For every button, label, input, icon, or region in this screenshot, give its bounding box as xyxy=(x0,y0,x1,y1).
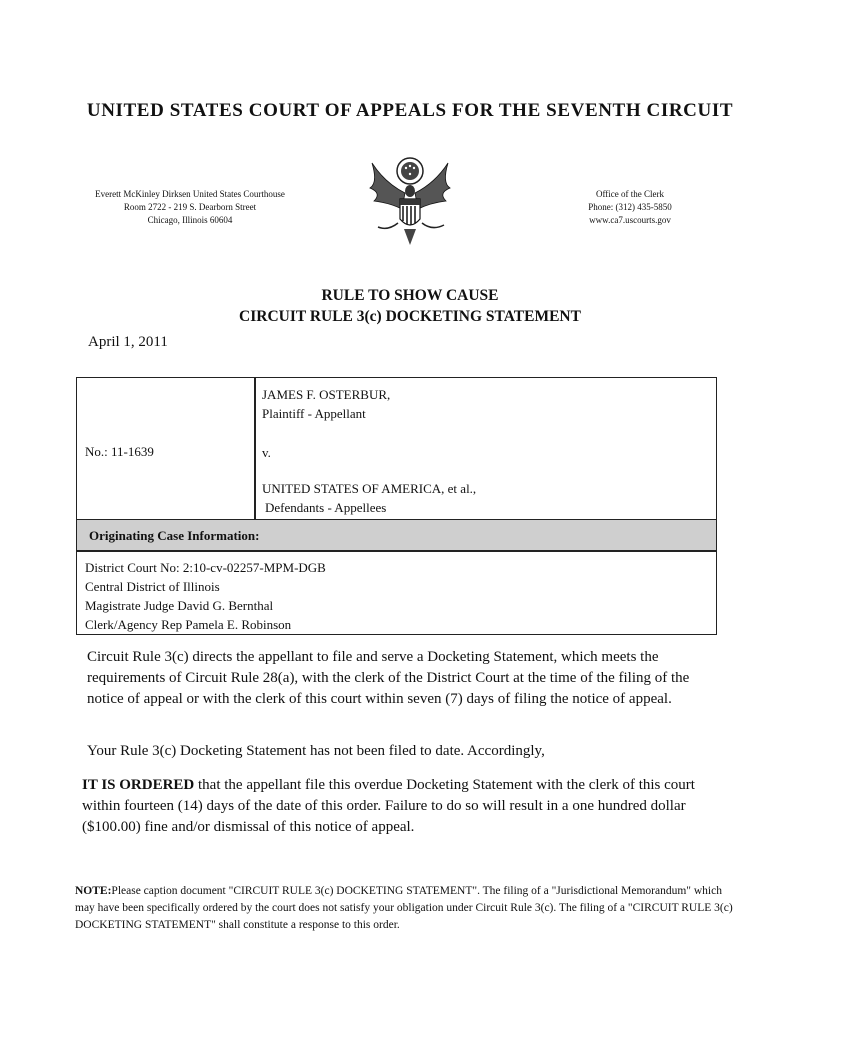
table-divider xyxy=(77,550,716,552)
defendant-role: Defendants - Appellees xyxy=(265,500,387,515)
case-number: No.: 11-1639 xyxy=(85,444,154,459)
contact-line: Office of the Clerk xyxy=(595,189,665,199)
note xyxy=(75,883,735,934)
versus: v. xyxy=(262,445,271,460)
contact-line: www.ca7.uscourts.gov xyxy=(589,215,671,225)
defendant-name: UNITED STATES OF AMERICA, et al., xyxy=(262,481,477,496)
order-date: April 1, 2011 xyxy=(88,334,168,350)
title-line-2: CIRCUIT RULE 3(c) DOCKETING STATEMENT xyxy=(239,308,581,325)
document-title xyxy=(160,285,660,327)
order-paragraph xyxy=(82,775,722,838)
plaintiff-name: JAMES F. OSTERBUR, xyxy=(262,387,391,402)
address-line: Everett McKinley Dirksen United States Courthouse xyxy=(95,189,285,199)
clerk-contact xyxy=(565,188,695,227)
court-seal-eagle-icon xyxy=(360,153,460,253)
address-line: Chicago, Illinois 60604 xyxy=(147,215,233,225)
courthouse-address xyxy=(70,188,310,227)
contact-line: Phone: (312) 435-5850 xyxy=(588,202,672,212)
rule-paragraph: Circuit Rule 3(c) directs the appellant to file and serve a Docketing Statement, which meets the requirements of Circuit Rule 28(a), with the clerk of the District Court at the time of the filing of the notice of appeal or with the clerk of this court within seven (7) days of filing the notice of appeal. xyxy=(87,649,690,707)
note-label: NOTE: xyxy=(75,885,112,897)
magistrate-judge: Magistrate Judge David G. Bernthal xyxy=(85,598,274,613)
originating-info xyxy=(85,558,326,634)
plaintiff-role: Plaintiff - Appellant xyxy=(262,406,366,421)
title-line-1: RULE TO SHOW CAUSE xyxy=(321,287,499,304)
order-lead: IT IS ORDERED xyxy=(82,777,195,793)
originating-label: Originating Case Information: xyxy=(89,528,260,543)
table-divider xyxy=(254,378,256,519)
district: Central District of Illinois xyxy=(85,579,220,594)
address-line: Room 2722 - 219 S. Dearborn Street xyxy=(123,202,257,212)
order-text: that the appellant file this overdue Docketing Statement with the clerk of this court within fourteen (14) days of the date of this order. Failure to do so will result in a one hundred dollar ($100.00) fine and/or dismissal of this notice of appeal. xyxy=(82,777,695,835)
court-title: UNITED STATES COURT OF APPEALS FOR THE SEVENTH CIRCUIT xyxy=(86,100,734,121)
district-court-no: District Court No: 2:10-cv-02257-MPM-DGB xyxy=(85,560,326,575)
clerk-agency-rep: Clerk/Agency Rep Pamela E. Robinson xyxy=(85,617,292,632)
note-text: Please caption document "CIRCUIT RULE 3(c) DOCKETING STATEMENT". The filing of a "Jurisdictional Memorandum" which may have been specifically ordered by the court does not satisfy your obligation under Circuit Rule 3(c). The filing of a "CIRCUIT RULE 3(c) DOCKETING STATEMENT" shall constitute a response to this order. xyxy=(75,885,733,931)
case-caption-table xyxy=(76,377,717,635)
status-paragraph: Your Rule 3(c) Docketing Statement has not been filed to date. Accordingly, xyxy=(87,743,545,759)
